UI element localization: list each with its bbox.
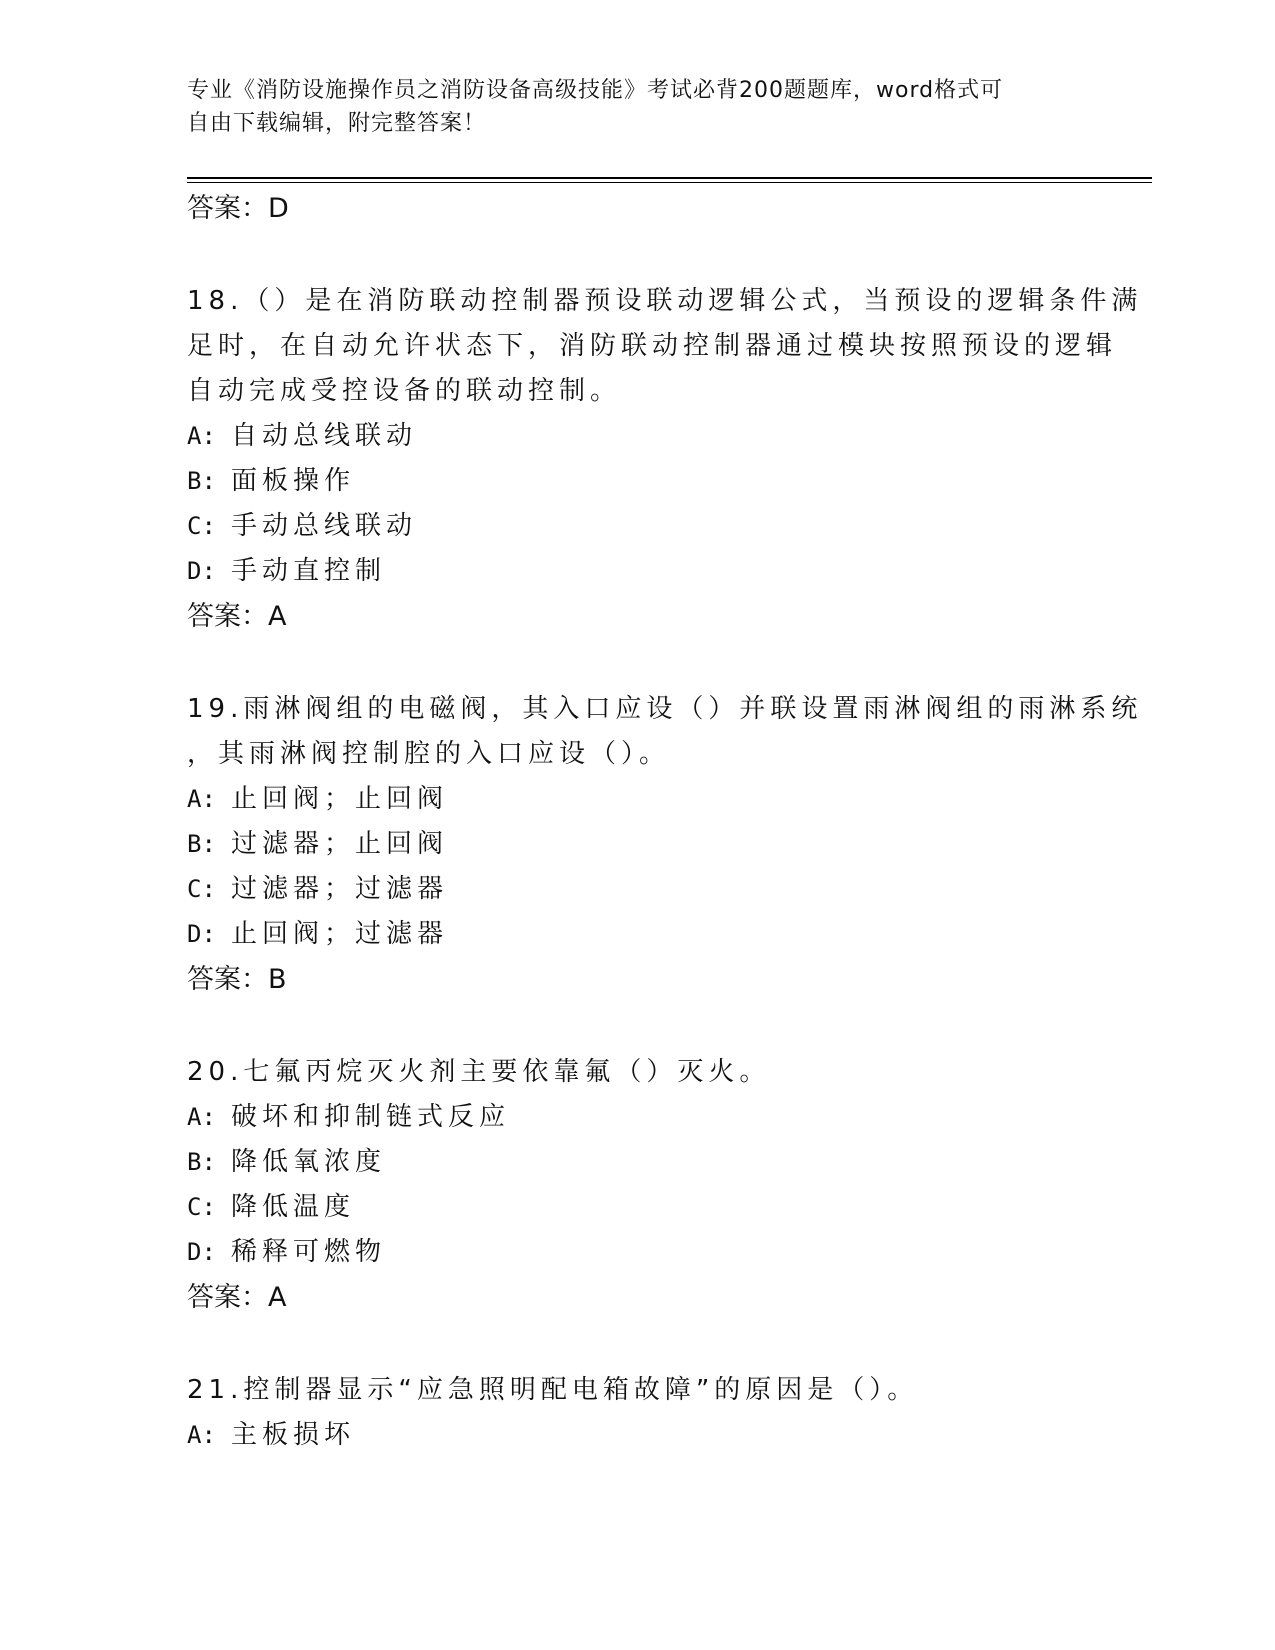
option-text: 自动总线联动 [231,421,418,451]
option-text: 手动直控制 [231,556,387,586]
option-text: 止回阀；过滤器 [231,919,449,949]
option-text: 过滤器；止回阀 [231,829,449,859]
question-line: 20.七氟丙烷灭火剂主要依靠氟（）灭火。 [187,1057,771,1087]
option-letter: B: [187,830,216,858]
option-letter: D: [187,557,216,585]
question-20 [187,1050,1087,1320]
answer-line: 答案：A [187,601,287,632]
header-line-2: 自由下载编辑，附完整答案！ [187,111,487,136]
answer-line: 答案：B [187,964,287,995]
option-letter: B: [187,467,216,495]
option-letter: C: [187,1193,216,1221]
question-line: 19.雨淋阀组的电磁阀，其入口应设（）并联设置雨淋阀组的雨淋系统 [187,694,1143,724]
option-text: 过滤器；过滤器 [231,874,449,904]
answer-line: 答案：A [187,1282,287,1313]
question-19 [187,687,1143,1002]
question-line: ，其雨淋阀控制腔的入口应设（）。 [187,739,671,769]
header-rule-thick [187,177,1152,179]
previous-answer: 答案：D [187,193,289,224]
option-c [187,867,1087,912]
question-text [187,279,1143,414]
option-text: 手动总线联动 [231,511,418,541]
option-letter: D: [187,1238,216,1266]
header-rule-thin [187,182,1152,183]
option-text: 面板操作 [231,466,356,496]
content-body [187,186,1143,1458]
option-letter: C: [187,512,216,540]
option-a [187,1095,1087,1140]
option-text: 破坏和抑制链式反应 [231,1102,511,1132]
option-d [187,912,1087,957]
option-letter: A: [187,422,216,450]
option-c [187,1185,1087,1230]
option-text: 稀释可燃物 [231,1237,387,1267]
option-letter: C: [187,875,216,903]
option-text: 止回阀；止回阀 [231,784,449,814]
option-letter: B: [187,1148,216,1176]
question-line: 自动完成受控设备的联动控制。 [187,376,622,406]
option-b [187,459,1087,504]
option-c [187,504,1087,549]
option-letter: A: [187,785,216,813]
question-text [187,1368,1087,1413]
option-a [187,777,1087,822]
question-21 [187,1368,1087,1458]
page-header [187,74,1067,140]
option-a [187,1413,1087,1458]
question-text [187,1050,1087,1095]
option-b [187,1140,1087,1185]
question-line: 足时，在自动允许状态下，消防联动控制器通过模块按照预设的逻辑 [187,331,1118,361]
option-letter: D: [187,920,216,948]
option-d [187,549,1087,594]
option-text: 降低氧浓度 [231,1147,387,1177]
question-line: 18.（）是在消防联动控制器预设联动逻辑公式，当预设的逻辑条件满 [187,286,1143,316]
option-letter: A: [187,1421,216,1449]
option-a [187,414,1087,459]
option-b [187,822,1087,867]
header-line-1: 专业《消防设施操作员之消防设备高级技能》考试必背200题题库，word格式可 [187,78,1004,103]
question-line: 21.控制器显示“应急照明配电箱故障”的原因是（）。 [187,1375,919,1405]
option-letter: A: [187,1103,216,1131]
question-18 [187,279,1143,639]
option-text: 降低温度 [231,1192,356,1222]
option-text: 主板损坏 [231,1420,356,1450]
question-text [187,687,1143,777]
option-d [187,1230,1087,1275]
